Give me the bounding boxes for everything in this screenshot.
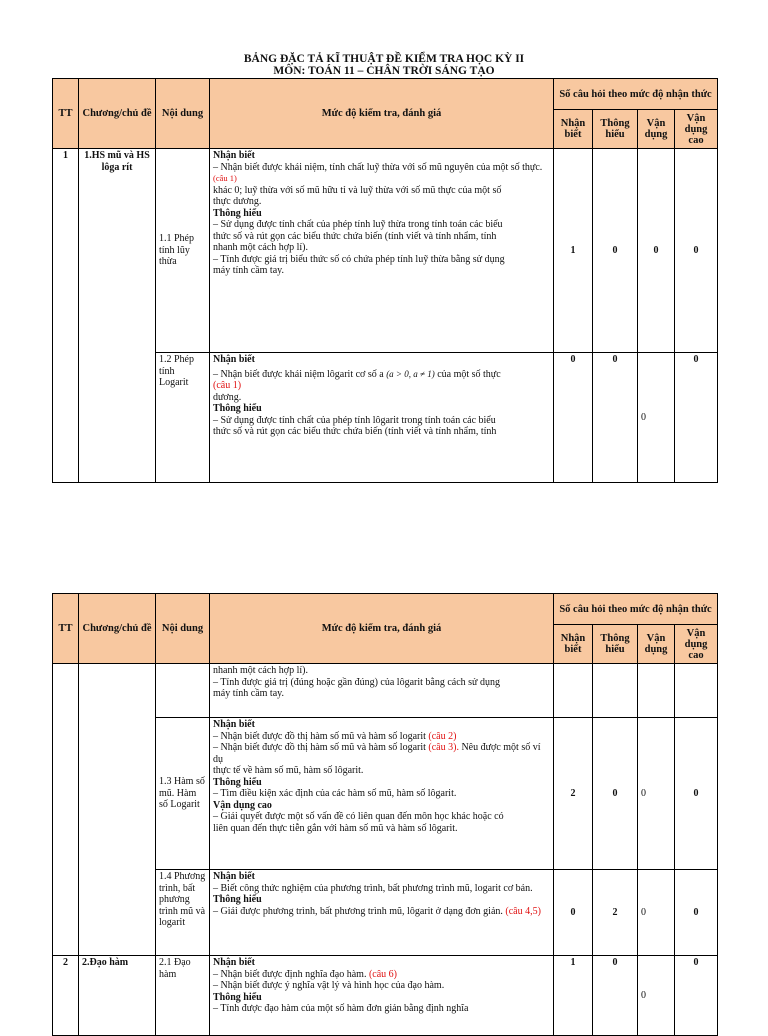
count-apply: 0 (638, 956, 675, 1036)
count-understand: 0 (593, 149, 638, 353)
level-heading: Nhận biết (213, 354, 255, 365)
level-heading: Nhận biết (213, 957, 255, 968)
count-understand: 0 (593, 353, 638, 483)
question-ref: (câu 3). (428, 742, 459, 753)
level-heading: Nhận biết (213, 150, 255, 161)
count-recognize: 1 (554, 956, 593, 1036)
table-row (53, 149, 718, 353)
criteria-line: – Tính được giá trị (đúng hoặc gần đúng) của lôgarit bằng cách sử dụng (213, 676, 500, 688)
empty-cell (79, 664, 156, 956)
header-level: Mức độ kiểm tra, đánh giá (210, 594, 554, 664)
header-content: Nội dung (156, 594, 210, 664)
row-tt: 1 (53, 149, 79, 483)
level-heading: Thông hiểu (213, 207, 262, 219)
criteria-line: liên quan đến thực tiễn gắn với hàm số mũ và hàm số lôgarit. (213, 822, 458, 834)
empty-cell (593, 664, 638, 718)
criteria-line: – Biết công thức nghiệm của phương trình, bất phương trình mũ, logarit cơ bản. (213, 882, 533, 894)
criteria-line: – Nhận biết được khái niệm, tính chất luỹ thừa với số mũ nguyên của một số thực. (câu 1) (213, 161, 543, 183)
math-formula: (a > 0, a ≠ 1) (386, 368, 435, 379)
criteria-line (213, 380, 550, 392)
count-apply: 0 (638, 149, 675, 353)
question-ref: (câu 1) (213, 380, 242, 391)
row-content: 2.1 Đạo hàm (156, 956, 210, 1036)
criteria-line: – Nhận biết được đồ thị hàm số mũ và hàm số logarit (câu 2) (213, 730, 457, 742)
doc-title: BẢNG ĐẶC TẢ KĨ THUẬT ĐỀ KIỂM TRA HỌC KỲ II (243, 53, 525, 65)
row-chapter: 1.HS mũ và HS lôga rít (79, 149, 156, 483)
count-apply-high: 0 (675, 149, 718, 353)
header-recognize: Nhận biết (554, 625, 593, 664)
spec-table-2 (52, 593, 718, 1036)
count-apply: 0 (638, 870, 675, 956)
level-heading: Nhận biết (213, 871, 255, 882)
empty-cell (638, 664, 675, 718)
empty-cell (156, 664, 210, 718)
count-recognize: 1 (554, 149, 593, 353)
header-apply-high: Vận dụng cao (675, 625, 718, 664)
criteria-line: – Sử dụng được tính chất của phép tính luỹ thừa trong tính toán các biểu (213, 219, 503, 230)
criteria-line: thực dương. (213, 196, 262, 207)
header-tt: TT (53, 594, 79, 664)
count-understand: 0 (593, 718, 638, 870)
header-apply-high: Vận dụng cao (675, 110, 718, 149)
level-heading: Thông hiểu (213, 991, 262, 1003)
criteria-line: khác 0; luỹ thừa với số mũ hữu tỉ và luỹ thừa với số mũ thực của một số (213, 184, 502, 196)
level-heading: Thông hiểu (213, 894, 262, 905)
table-row (53, 664, 718, 718)
count-recognize: 2 (554, 718, 593, 870)
header-chapter: Chương/chủ đề (79, 594, 156, 664)
criteria-line: – Nhận biết được đồ thị hàm số mũ và hàm số logarit (câu 3). Nêu được một số ví dụ (213, 742, 541, 765)
criteria-line: – Nhận biết được khái niệm lôgarit cơ số a (a > 0, a ≠ 1) của một số thực (213, 368, 501, 380)
count-understand: 0 (593, 956, 638, 1036)
criteria-line: – Tính được đạo hàm của một số hàm đơn giản bằng định nghĩa (213, 1003, 469, 1014)
count-recognize: 0 (554, 870, 593, 956)
empty-cell (53, 664, 79, 956)
level-heading: Thông hiểu (213, 776, 262, 788)
criteria-line: – Nhận biết được định nghĩa đạo hàm. (câu 6) (213, 968, 397, 980)
criteria-line: – Tìm điều kiện xác định của các hàm số mũ, hàm số lôgarit. (213, 788, 457, 799)
header-apply: Vận dụng (638, 625, 675, 664)
question-ref: (câu 2) (428, 730, 457, 742)
spec-table-1 (52, 78, 718, 483)
header-understand: Thông hiểu (593, 625, 638, 664)
criteria-line: thực tế về hàm số mũ, hàm số lôgarit. (213, 765, 364, 776)
count-recognize: 0 (554, 353, 593, 483)
header-question-count: Số câu hỏi theo mức độ nhận thức (554, 79, 718, 110)
row-content: 1.2 Phép tính Logarit (156, 353, 210, 483)
level-heading: Vận dụng cao (213, 799, 272, 811)
header-content: Nội dung (156, 79, 210, 149)
count-understand: 2 (593, 870, 638, 956)
row-criteria (210, 664, 554, 718)
count-apply: 0 (638, 353, 675, 483)
header-recognize: Nhận biết (554, 110, 593, 149)
criteria-line: thức số và rút gọn các biểu thức chứa biến (tính viết và tính nhẩm, tính (213, 230, 497, 242)
question-ref: (câu 6) (368, 968, 397, 980)
criteria-line: – Giải quyết được một số vấn đề có liên quan đến môn học khác hoặc có (213, 811, 504, 822)
criteria-line: – Sử dụng được tính chất của phép tính lôgarit trong tính toán các biểu (213, 414, 496, 426)
empty-cell (675, 664, 718, 718)
row-tt: 2 (53, 956, 79, 1036)
criteria-line: – Tính được giá trị biểu thức số có chứa phép tính luỹ thừa bằng sử dụng (213, 253, 505, 265)
level-heading: Nhận biết (213, 719, 255, 730)
header-understand: Thông hiểu (593, 110, 638, 149)
count-apply-high: 0 (675, 870, 718, 956)
criteria-line: nhanh một cách hợp lí). (213, 242, 308, 253)
header-tt: TT (53, 79, 79, 149)
row-criteria (210, 353, 554, 483)
criteria-line: nhanh một cách hợp lí). (213, 665, 308, 676)
empty-cell (554, 664, 593, 718)
row-content: 1.4 Phương trình, bất phương trình mũ và logarit (156, 870, 210, 956)
criteria-line: – Giải được phương trình, bất phương trình mũ, lôgarit ở dạng đơn giản. (câu 4,5) (213, 905, 541, 917)
criteria-line: dương. (213, 391, 242, 403)
criteria-line: máy tính cầm tay. (213, 265, 284, 276)
header-question-count: Số câu hỏi theo mức độ nhận thức (554, 594, 718, 625)
count-apply-high: 0 (675, 718, 718, 870)
row-criteria (210, 718, 554, 870)
criteria-line: thức số và rút gọn các biểu thức chứa biến (tính viết và tính nhẩm, tính (213, 426, 497, 437)
question-ref: (câu 4,5) (505, 905, 541, 917)
count-apply: 0 (638, 718, 675, 870)
header-apply: Vận dụng (638, 110, 675, 149)
count-apply-high: 0 (675, 956, 718, 1036)
criteria-line: – Nhận biết được ý nghĩa vật lý và hình học của đạo hàm. (213, 980, 445, 991)
row-criteria (210, 149, 554, 353)
header-chapter: Chương/chủ đề (79, 79, 156, 149)
doc-subtitle: MÔN: TOÁN 11 – CHÂN TRỜI SÁNG TẠO (273, 65, 495, 77)
level-heading: Thông hiểu (213, 403, 262, 414)
row-chapter: 2.Đạo hàm (79, 956, 156, 1036)
row-criteria (210, 870, 554, 956)
row-content: 1.1 Phép tính lũy thừa (156, 149, 210, 353)
row-content: 1.3 Hàm số mũ. Hàm số Logarit (156, 718, 210, 870)
criteria-line: máy tính cầm tay. (213, 688, 284, 699)
question-ref: (câu 1) (213, 173, 237, 183)
count-apply-high: 0 (675, 353, 718, 483)
header-level: Mức độ kiểm tra, đánh giá (210, 79, 554, 149)
